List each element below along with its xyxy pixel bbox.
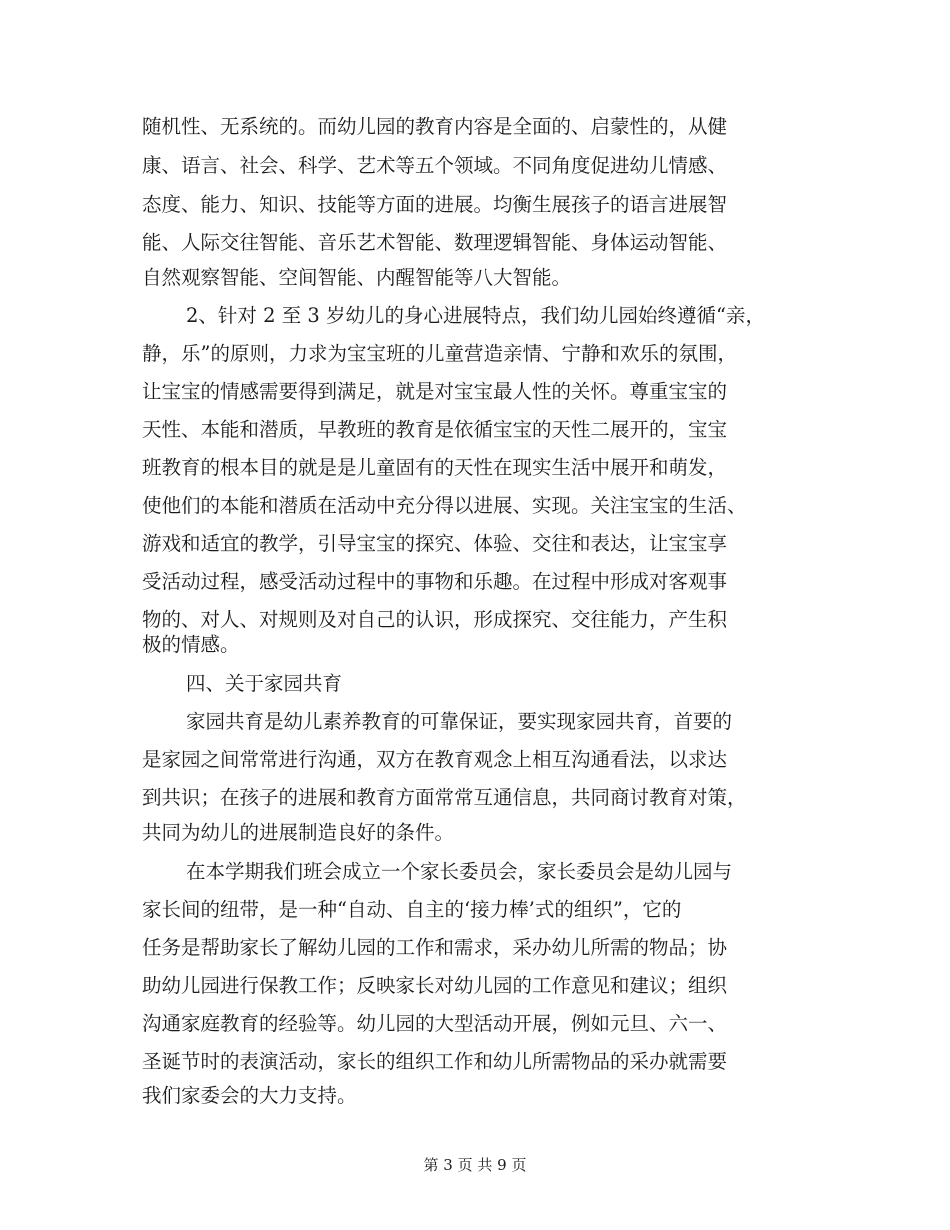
body-line: 我们家委会的大力支持。 <box>142 1084 357 1107</box>
section-heading: 四、关于家园共育 <box>186 672 343 695</box>
body-line: 共同为幼儿的进展制造良好的条件。 <box>142 821 455 844</box>
body-line: 助幼儿园进行保教工作；反映家长对幼儿园的工作意见和建议；组织 <box>142 974 728 997</box>
paragraph-start-line: 在本学期我们班会成立一个家长委员会，家长委员会是幼儿园与 <box>186 860 733 883</box>
body-line: 态度、能力、知识、技能等方面的进展。均衡生展孩子的语言进展智 <box>142 193 728 216</box>
body-line: 游戏和适宜的教学，引导宝宝的探究、体验、交往和表达，让宝宝享 <box>142 532 728 555</box>
body-line: 能、人际交往智能、音乐艺术智能、数理逻辑智能、身体运动智能、 <box>142 231 728 254</box>
body-line: 极的情感。 <box>142 633 240 656</box>
body-line: 物的、对人、对规则及对自己的认识，形成探究、交往能力，产生积 <box>142 608 728 631</box>
body-line: 是家园之间常常进行沟通，双方在教育观念上相互沟通看法，以求达 <box>142 748 728 771</box>
body-line: 沟通家庭教育的经验等。幼儿园的大型活动开展，例如元旦、六一、 <box>142 1012 728 1035</box>
body-line: 静，乐”的原则，力求为宝宝班的儿童营造亲情、宁静和欢乐的氛围， <box>142 342 737 365</box>
body-line: 家长间的纽带，是一种“自动、自主的‘接力棒’式的组织”，它的 <box>142 898 682 921</box>
body-line: 康、语言、社会、科学、艺术等五个领域。不同角度促进幼儿情感、 <box>142 154 728 177</box>
body-line: 到共识；在孩子的进展和教育方面常常互通信息，共同商讨教育对策， <box>142 786 747 809</box>
body-line: 任务是帮助家长了解幼儿园的工作和需求，采办幼儿所需的物品；协 <box>142 936 728 959</box>
body-line: 圣诞节时的表演活动，家长的组织工作和幼儿所需物品的采办就需要 <box>142 1050 728 1073</box>
body-line: 天性、本能和潜质，早教班的教育是依循宝宝的天性二展开的，宝宝 <box>142 418 728 441</box>
body-line: 随机性、无系统的。而幼儿园的教育内容是全面的、启蒙性的，从健 <box>142 115 728 138</box>
body-line: 使他们的本能和潜质在活动中充分得以进展、实现。关注宝宝的生活、 <box>142 494 747 517</box>
paragraph-start-line: 家园共育是幼儿素养教育的可靠保证，要实现家园共育，首要的 <box>186 710 733 733</box>
body-line: 受活动过程，感受活动过程中的事物和乐趣。在过程中形成对客观事 <box>142 570 728 593</box>
body-line: 班教育的根本目的就是是儿童固有的天性在现实生活中展开和萌发， <box>142 456 728 479</box>
body-line: 自然观察智能、空间智能、内醒智能等八大智能。 <box>142 266 572 289</box>
paragraph-start-line: 2、针对 2 至 3 岁幼儿的身心进展特点，我们幼儿园始终遵循“亲， <box>186 304 765 327</box>
body-line: 让宝宝的情感需要得到满足，就是对宝宝最人性的关怀。尊重宝宝的 <box>142 380 728 403</box>
page-number-footer: 第 3 页 共 9 页 <box>423 1156 527 1174</box>
